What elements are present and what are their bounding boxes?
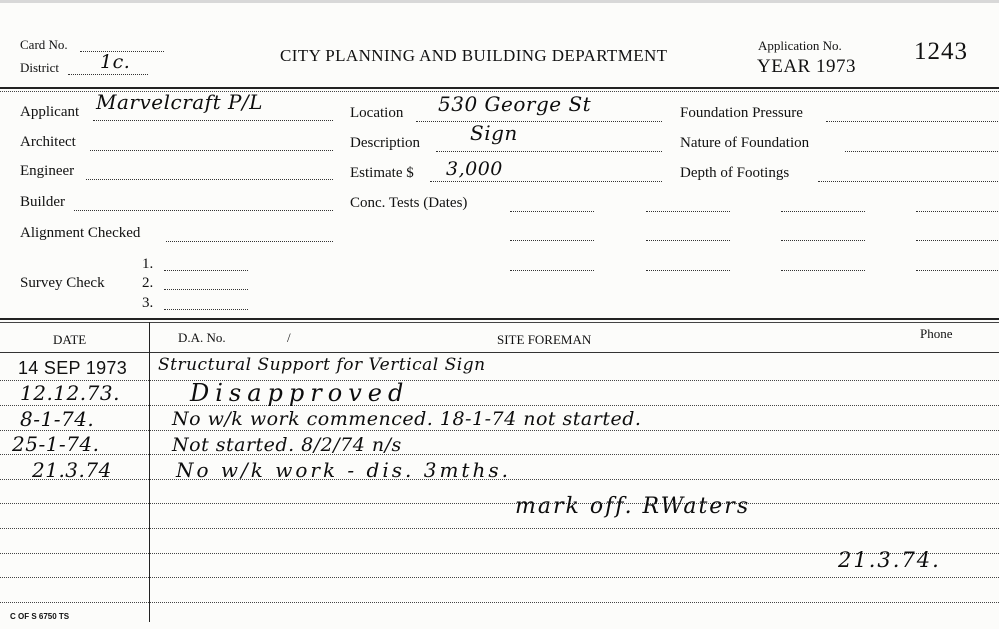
date-column-header: DATE	[53, 332, 87, 347]
year-label: YEAR 1973	[757, 56, 856, 77]
engineer-label: Engineer	[20, 163, 75, 179]
conc-line-d2	[916, 240, 998, 241]
conc-line-a3	[510, 270, 594, 271]
application-no-label: Application No.	[758, 38, 842, 53]
da-no-slash: /	[287, 330, 291, 345]
conc-line-c1	[781, 211, 865, 212]
conc-line-a2	[510, 240, 594, 241]
depth-footings-label: Depth of Footings	[680, 165, 790, 181]
survey-line-2	[164, 289, 248, 290]
location-line	[416, 121, 662, 122]
survey-num-2: 2.	[142, 275, 154, 291]
log-date: 12.12.73.	[20, 381, 120, 405]
alignment-label: Alignment Checked	[20, 225, 141, 241]
district-value: 1c.	[100, 51, 131, 73]
conc-line-d1	[916, 211, 998, 212]
conc-line-a1	[510, 211, 594, 212]
site-foreman-column-header: SITE FOREMAN	[497, 332, 592, 347]
depth-footings-line	[818, 181, 998, 182]
nature-foundation-line	[845, 151, 998, 152]
location-value: 530 George St	[438, 92, 592, 116]
header-rule	[0, 87, 999, 89]
table-top-rule	[0, 318, 999, 320]
log-note: Not started. 8/2/74 n/s	[172, 434, 402, 456]
department-title: CITY PLANNING AND BUILDING DEPARTMENT	[280, 46, 668, 65]
conc-line-b2	[646, 240, 730, 241]
conc-line-b3	[646, 270, 730, 271]
description-label: Description	[350, 135, 420, 151]
row-rule-2	[0, 405, 999, 406]
conc-line-c3	[781, 270, 865, 271]
district-label: District	[20, 60, 59, 75]
log-note: mark off. RWaters	[515, 494, 751, 519]
log-note: No w/k work commenced. 18-1-74 not started.	[172, 408, 642, 430]
phone-column-header: Phone	[920, 326, 953, 341]
estimate-value: 3,000	[446, 158, 503, 180]
foundation-pressure-label: Foundation Pressure	[680, 105, 803, 121]
survey-num-1: 1.	[142, 256, 154, 272]
conc-line-c2	[781, 240, 865, 241]
estimate-label: Estimate $	[350, 165, 414, 181]
architect-label: Architect	[20, 134, 76, 150]
log-note: 21.3.74.	[838, 548, 941, 572]
conc-line-b1	[646, 211, 730, 212]
location-label: Location	[350, 105, 404, 121]
scan-edge	[0, 0, 999, 3]
builder-label: Builder	[20, 194, 65, 210]
log-date: 21.3.74	[32, 458, 112, 482]
architect-line	[90, 150, 333, 151]
engineer-line	[86, 179, 333, 180]
foundation-pressure-line	[826, 121, 998, 122]
applicant-line	[93, 120, 333, 121]
row-rule-1	[0, 380, 999, 381]
row-rule-9	[0, 577, 999, 578]
row-rule-4	[0, 454, 999, 455]
log-note: Structural Support for Vertical Sign	[158, 355, 486, 375]
district-line	[68, 74, 148, 75]
conc-tests-label: Conc. Tests (Dates)	[350, 195, 468, 211]
form-code: C OF S 6750 TS	[10, 612, 70, 621]
description-line	[436, 151, 662, 152]
estimate-line	[430, 181, 662, 182]
row-rule-10	[0, 602, 999, 603]
description-value: Sign	[470, 121, 518, 145]
da-no-column-header: D.A. No.	[178, 330, 226, 345]
log-note: Disapproved	[190, 379, 410, 407]
alignment-line	[166, 241, 333, 242]
survey-num-3: 3.	[142, 295, 154, 311]
card-no-label: Card No.	[20, 37, 68, 52]
applicant-value: Marvelcraft P/L	[96, 90, 263, 114]
survey-line-3	[164, 309, 248, 310]
log-date-stamp: 14 SEP 1973	[18, 358, 128, 378]
log-date: 25-1-74.	[12, 432, 100, 456]
row-rule-3	[0, 430, 999, 431]
applicant-label: Applicant	[20, 104, 80, 120]
conc-line-d3	[916, 270, 998, 271]
nature-foundation-label: Nature of Foundation	[680, 135, 810, 151]
row-rule-7	[0, 528, 999, 529]
application-number: 1243	[914, 38, 968, 65]
survey-line-1	[164, 270, 248, 271]
log-date: 8-1-74.	[20, 407, 95, 431]
row-rule-6	[0, 503, 999, 504]
survey-check-label: Survey Check	[20, 275, 105, 291]
builder-line	[74, 210, 333, 211]
log-note: No w/k work - dis. 3mths.	[176, 458, 511, 482]
